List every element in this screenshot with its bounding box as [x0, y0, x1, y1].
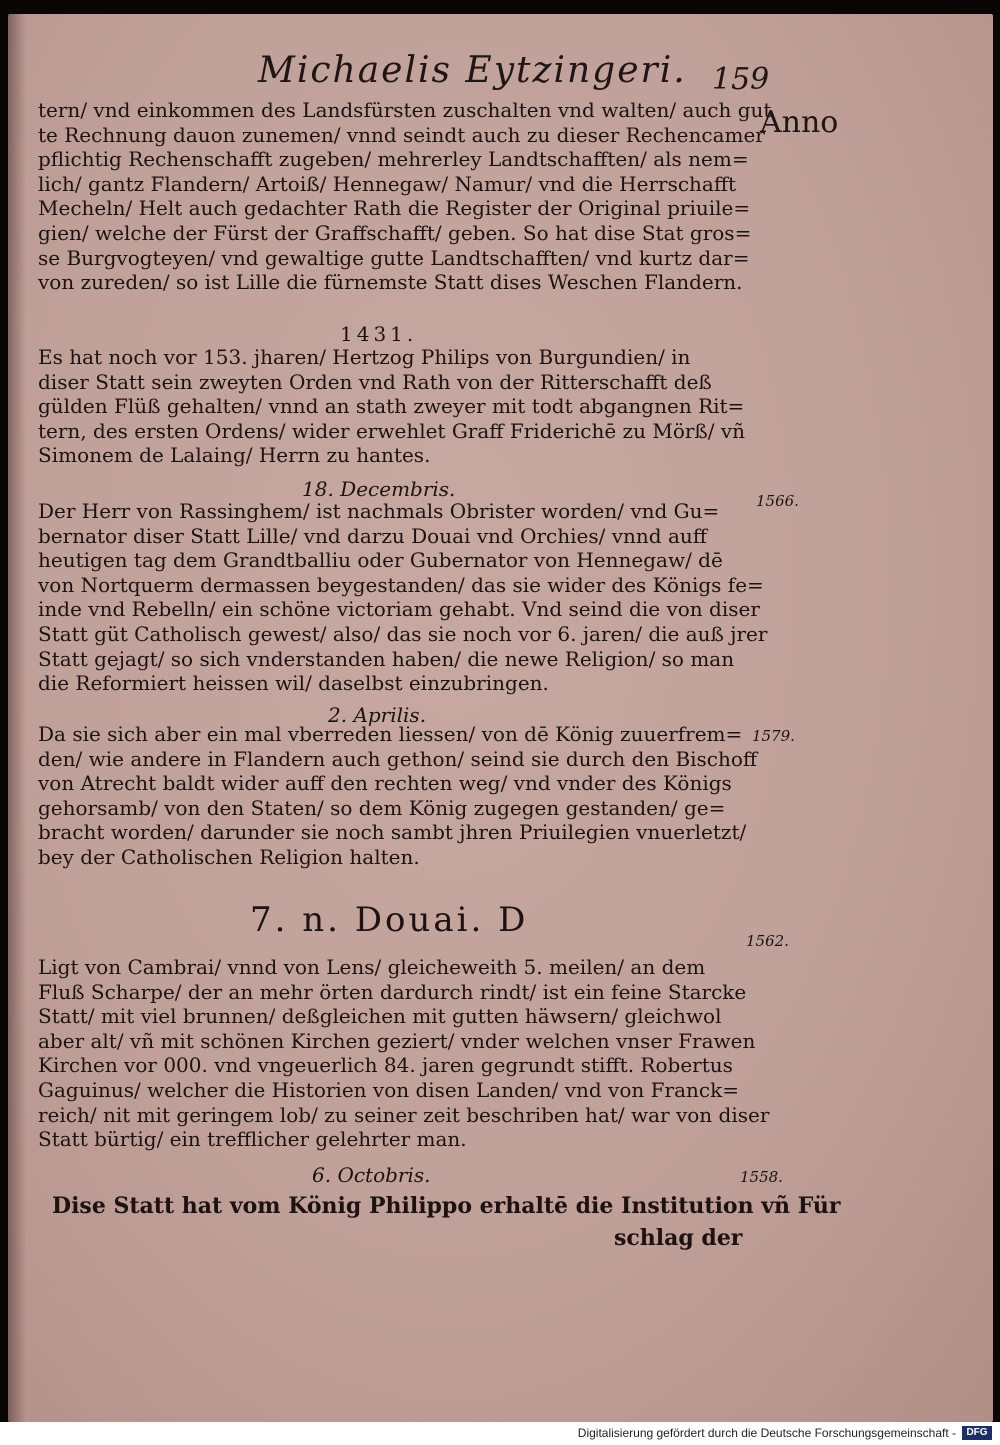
text-line: von Nortquerm dermassen beygestanden/ das sie wider des Königs fe=: [38, 572, 764, 597]
text-line: Kirchen vor 000. vnd vngeuerlich 84. jaren gegrundt stifft. Robertus: [38, 1053, 733, 1078]
catchword: schlag der: [614, 1225, 743, 1251]
text-line: Da sie sich aber ein mal vberreden liessen/ von dē König zuuerfrem=: [38, 722, 743, 746]
paragraph-2: [38, 345, 745, 468]
margin-year: 1566.: [756, 492, 799, 510]
text-line: Der Herr von Rassinghem/ ist nachmals Obrister worden/ vnd Gu=: [38, 499, 720, 523]
text-line: diser Statt sein zweyten Orden vnd Rath von der Ritterschafft deß: [38, 369, 712, 394]
funding-notice: Digitalisierung gefördert durch die Deutsche Forschungsgemeinschaft -: [577, 1426, 956, 1440]
margin-annotation-anno: Anno: [760, 105, 839, 140]
text-line: Mecheln/ Helt auch gedachter Rath die Register der Original priuile=: [38, 196, 751, 221]
text-line: Statt gejagt/ so sich vnderstanden haben/ die newe Religion/ so man: [38, 646, 735, 671]
text-line: Statt bürtig/ ein trefflicher gelehrter man.: [38, 1127, 467, 1152]
running-head: Michaelis Eytzingeri.: [258, 50, 687, 91]
text-line: tern, des ersten Ordens/ wider erwehlet Graff Friderichē zu Mörß/ vñ: [38, 418, 746, 443]
text-line: Fluß Scharpe/ der an mehr örten dardurch rindt/ ist ein feine Starcke: [38, 979, 747, 1004]
text-line: gien/ welche der Fürst der Graffschafft/ geben. So hat dise Stat gros=: [38, 220, 752, 245]
page-gutter-shadow: [8, 14, 26, 1422]
text-line: gehorsamb/ von den Staten/ so dem König zugegen gestanden/ ge=: [38, 795, 726, 820]
date-heading-december: 18. Decembris.: [302, 477, 456, 501]
paragraph-4: [38, 722, 757, 870]
footer-bar: [0, 1422, 1000, 1445]
text-line: Simonem de Lalaing/ Herrn zu hantes.: [38, 443, 431, 468]
text-line: von Atrecht baldt wider auff den rechten weg/ vnd vnder des Königs: [38, 771, 732, 796]
text-line: pflichtig Rechenschafft zugeben/ mehrerley Landtschafften/ als nem=: [38, 147, 749, 172]
text-line: se Burgvogteyen/ vnd gewaltige gutte Landtschafften/ vnd kurtz dar=: [38, 245, 750, 270]
paragraph-3: [38, 499, 767, 696]
page-number: 159: [712, 62, 770, 97]
text-line: inde vnd Rebelln/ ein schöne victoriam gehabt. Vnd seind die von diser: [38, 597, 760, 622]
text-line: gülden Flüß gehalten/ vnnd an stath zweyer mit todt abgangnen Rit=: [38, 394, 745, 419]
margin-year: 1562.: [746, 932, 789, 950]
text-line: bey der Catholischen Religion halten.: [38, 844, 420, 869]
text-line: te Rechnung dauon zunemen/ vnnd seindt auch zu dieser Rechencamer: [38, 122, 765, 147]
text-line: tern/ vnd einkommen des Landsfürsten zuschalten vnd walten/ auch gut: [38, 98, 772, 122]
text-line: Ligt von Cambrai/ vnnd von Lens/ gleicheweith 5. meilen/ an dem: [38, 955, 706, 979]
year-heading: 1431.: [340, 322, 418, 346]
text-line: heutigen tag dem Grandtballiu oder Gubernator von Hennegaw/ dē: [38, 548, 723, 573]
paragraph-5: [38, 955, 769, 1152]
text-line: den/ wie andere in Flandern auch gethon/ seind sie durch den Bischoff: [38, 746, 758, 771]
margin-year: 1579.: [752, 727, 795, 745]
text-line: reich/ nit mit geringem lob/ zu seiner zeit beschriben hat/ war von diser: [38, 1102, 770, 1127]
dfg-logo: DFG: [962, 1426, 992, 1440]
section-title-douai: 7. n. Douai. D: [250, 900, 529, 940]
date-heading-october: 6. Octobris.: [312, 1163, 431, 1187]
final-text-line: Dise Statt hat vom König Philippo erhaltē die Institution vñ Für: [52, 1193, 841, 1219]
date-heading-april: 2. Aprilis.: [328, 703, 427, 727]
text-line: Gaguinus/ welcher die Historien von disen Landen/ vnd von Franck=: [38, 1077, 739, 1102]
paragraph-1: [38, 98, 771, 295]
text-line: die Reformiert heissen wil/ daselbst einzubringen.: [38, 671, 549, 696]
text-line: bernator diser Statt Lille/ vnd darzu Douai vnd Orchies/ vnnd auff: [38, 523, 707, 548]
text-line: Statt/ mit viel brunnen/ deßgleichen mit gutten häwsern/ gleichwol: [38, 1004, 722, 1029]
text-line: aber alt/ vñ mit schönen Kirchen geziert/ vnder welchen vnser Frawen: [38, 1028, 756, 1053]
text-line: Statt güt Catholisch gewest/ also/ das sie noch vor 6. jaren/ die auß jrer: [38, 621, 768, 646]
text-line: Es hat noch vor 153. jharen/ Hertzog Philips von Burgundien/ in: [38, 345, 691, 369]
text-line: von zureden/ so ist Lille die fürnemste Statt dises Weschen Flandern.: [38, 270, 743, 295]
margin-year: 1558.: [740, 1168, 783, 1186]
text-line: bracht worden/ darunder sie noch sambt jhren Priuilegien vnuerletzt/: [38, 820, 747, 845]
text-line: lich/ gantz Flandern/ Artoiß/ Hennegaw/ Namur/ vnd die Herrschafft: [38, 171, 737, 196]
